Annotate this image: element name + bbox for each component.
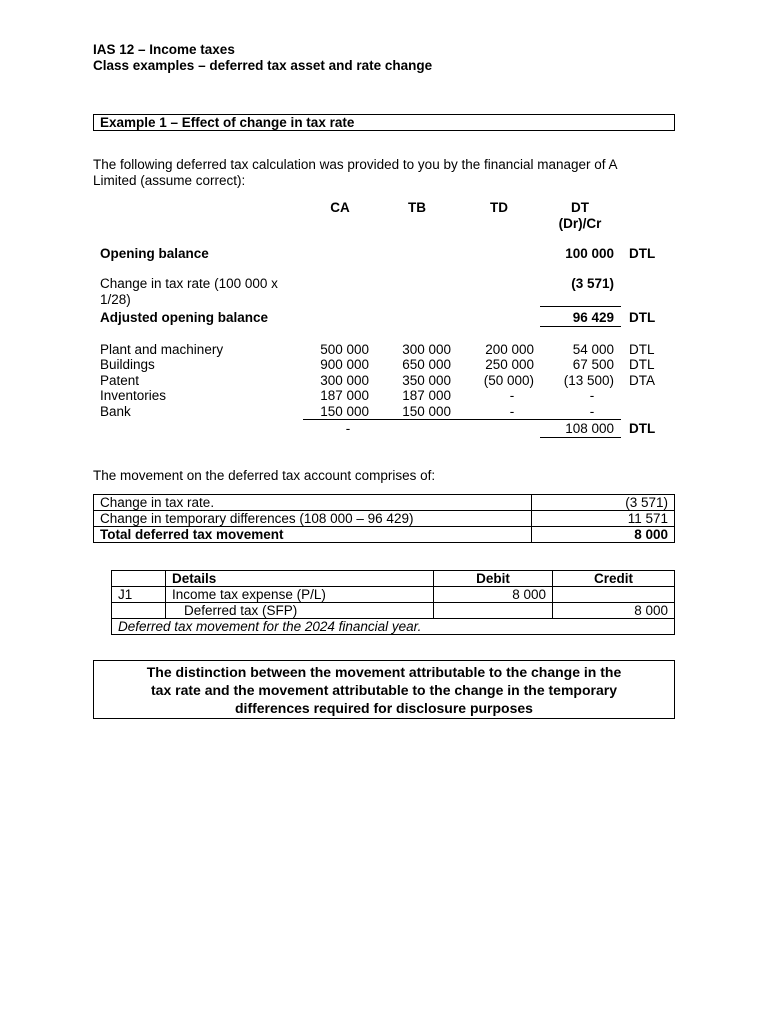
asset-name: Patent — [100, 373, 140, 388]
asset-ca: 187 000 — [320, 388, 369, 403]
note-line-3: differences required for disclosure purposes — [235, 700, 533, 716]
journal-debit: 8 000 — [434, 587, 553, 603]
note-line-1: The distinction between the movement attributable to the change in the — [146, 664, 622, 680]
asset-type: DTA — [629, 373, 655, 388]
asset-type: DTL — [629, 357, 655, 372]
adjusted-label: Adjusted opening balance — [100, 310, 269, 325]
asset-dt: 67 500 — [572, 357, 614, 372]
rate-change-label-1: Change in tax rate (100 000 x — [100, 276, 278, 291]
rule-below-total-1 — [540, 437, 621, 438]
rule-below-adjusted — [540, 326, 621, 327]
movement-total-row — [94, 527, 675, 543]
col-header-dt: DT — [571, 200, 589, 215]
total-type: DTL — [629, 421, 656, 436]
note-line-2: tax rate and the movement attributable to the change in the temporary — [151, 682, 617, 698]
asset-td: - — [509, 404, 515, 419]
journal-debit — [434, 603, 553, 619]
rule-above-total — [303, 419, 621, 420]
col-header-dt-sub: (Dr)/Cr — [558, 216, 602, 231]
intro-line-1: The following deferred tax calculation was provided to you by the financial manager of A — [93, 157, 618, 172]
movement-intro: The movement on the deferred tax account comprises of: — [93, 468, 436, 483]
journal-row — [112, 603, 675, 619]
movement-table — [93, 494, 675, 543]
rate-change-dt: (3 571) — [571, 276, 614, 291]
opening-type: DTL — [629, 246, 656, 261]
asset-ca: 150 000 — [320, 404, 369, 419]
asset-name: Buildings — [100, 357, 155, 372]
movement-row — [94, 511, 675, 527]
journal-debit-header: Debit — [434, 571, 553, 587]
adjusted-dt: 96 429 — [572, 310, 614, 325]
journal-table — [111, 570, 675, 635]
col-header-tb: TB — [408, 200, 426, 215]
journal-credit-header: Credit — [553, 571, 675, 587]
movement-value: 8 000 — [532, 527, 675, 543]
intro-line-2: Limited (assume correct): — [93, 173, 246, 188]
asset-dt: - — [589, 388, 595, 403]
asset-td: - — [509, 388, 515, 403]
adjusted-type: DTL — [629, 310, 656, 325]
asset-td: (50 000) — [483, 373, 534, 388]
example-title: Example 1 – Effect of change in tax rate — [100, 115, 355, 130]
movement-label: Total deferred tax movement — [94, 527, 532, 543]
journal-credit: 8 000 — [553, 603, 675, 619]
movement-label: Change in tax rate. — [94, 495, 532, 511]
asset-td: 250 000 — [485, 357, 534, 372]
movement-label: Change in temporary differences (108 000 – 96 429) — [94, 511, 532, 527]
asset-tb: 350 000 — [402, 373, 451, 388]
col-header-ca: CA — [330, 200, 350, 215]
journal-narration: Deferred tax movement for the 2024 financial year. — [112, 619, 675, 635]
asset-ca: 900 000 — [320, 357, 369, 372]
asset-type: DTL — [629, 342, 655, 357]
journal-ref-header — [112, 571, 166, 587]
disclosure-note-box — [93, 660, 675, 719]
journal-details: Deferred tax (SFP) — [166, 603, 434, 619]
col-header-td: TD — [490, 200, 508, 215]
asset-tb: 150 000 — [402, 404, 451, 419]
movement-row — [94, 495, 675, 511]
rule-above-adjusted — [540, 306, 621, 307]
doc-subtitle: Class examples – deferred tax asset and rate change — [93, 58, 433, 73]
asset-dt: - — [589, 404, 595, 419]
opening-dt: 100 000 — [565, 246, 614, 261]
journal-credit — [553, 587, 675, 603]
asset-tb: 650 000 — [402, 357, 451, 372]
asset-dt: (13 500) — [563, 373, 614, 388]
asset-tb: 187 000 — [402, 388, 451, 403]
total-dash: - — [345, 421, 351, 436]
asset-ca: 500 000 — [320, 342, 369, 357]
movement-value: (3 571) — [532, 495, 675, 511]
rate-change-label-2: 1/28) — [100, 292, 131, 307]
journal-details: Income tax expense (P/L) — [166, 587, 434, 603]
asset-dt: 54 000 — [572, 342, 614, 357]
journal-header-row — [112, 571, 675, 587]
doc-title: IAS 12 – Income taxes — [93, 42, 235, 57]
opening-label: Opening balance — [100, 246, 209, 261]
journal-row — [112, 587, 675, 603]
journal-narration-row — [112, 619, 675, 635]
journal-ref — [112, 603, 166, 619]
total-dt: 108 000 — [565, 421, 614, 436]
journal-ref: J1 — [112, 587, 166, 603]
asset-name: Plant and machinery — [100, 342, 224, 357]
asset-td: 200 000 — [485, 342, 534, 357]
asset-name: Bank — [100, 404, 131, 419]
journal-details-header: Details — [166, 571, 434, 587]
asset-tb: 300 000 — [402, 342, 451, 357]
movement-value: 11 571 — [532, 511, 675, 527]
asset-ca: 300 000 — [320, 373, 369, 388]
example-title-box — [93, 114, 675, 131]
asset-name: Inventories — [100, 388, 167, 403]
